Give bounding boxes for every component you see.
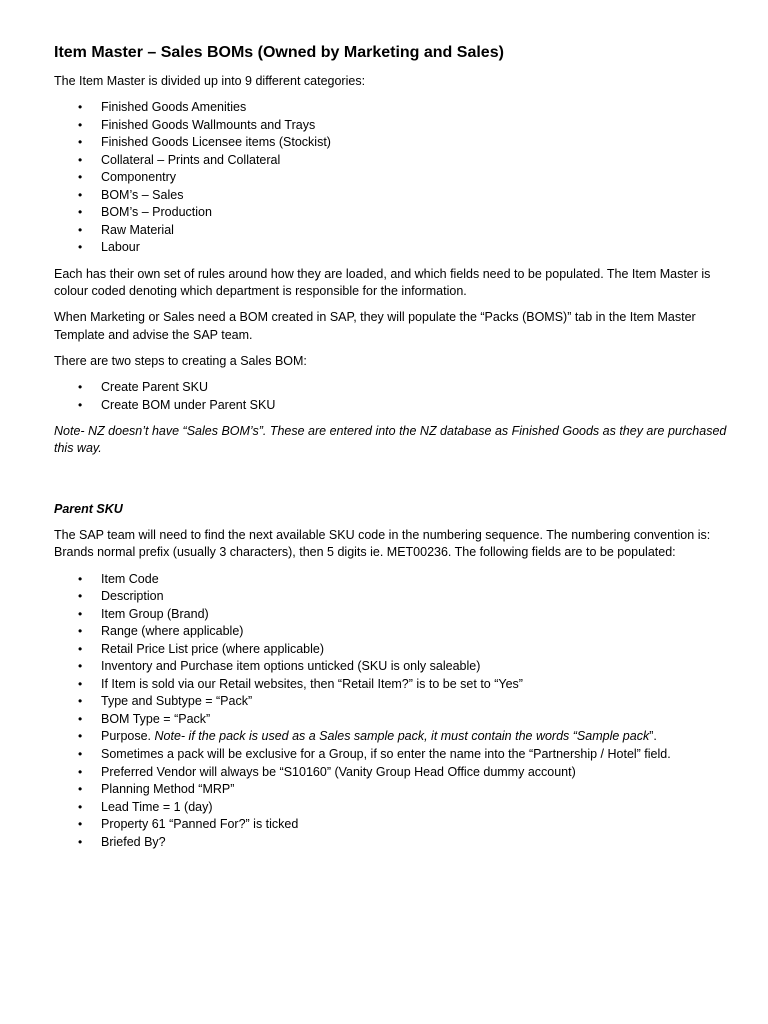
bullet-icon: • [78, 205, 83, 220]
list-item: • Lead Time = 1 (day) [54, 799, 734, 817]
purpose-note: Note- if the pack is used as a Sales sample pack, it must contain the words “Sample pack [154, 729, 650, 744]
request-paragraph: When Marketing or Sales need a BOM created in SAP, they will populate the “Packs (BOMS)” tab in the Item Master Template and advise the SAP team. [54, 310, 696, 342]
list-item: • Componentry [54, 169, 734, 187]
bullet-icon: • [78, 240, 83, 255]
list-item: • Collateral – Prints and Collateral [54, 152, 734, 170]
list-item: • If Item is sold via our Retail websites, then “Retail Item?” is to be set to “Yes” [54, 676, 734, 694]
list-item: • Item Group (Brand) [54, 606, 734, 624]
list-item: • Preferred Vendor will always be “S10160” (Vanity Group Head Office dummy account) [54, 764, 734, 782]
bullet-icon: • [78, 782, 83, 797]
list-item: • BOM’s – Production [54, 204, 734, 222]
bullet-icon: • [78, 222, 83, 237]
bullet-icon: • [78, 799, 83, 814]
categories-list [54, 99, 734, 257]
page-title: Item Master – Sales BOMs (Owned by Marketing and Sales) [54, 44, 504, 61]
list-item: • Create BOM under Parent SKU [54, 397, 734, 415]
bullet-icon: • [78, 117, 83, 132]
bullet-icon: • [78, 624, 83, 639]
bullet-icon: • [78, 379, 83, 394]
steps-list [54, 379, 734, 414]
list-item: • Briefed By? [54, 834, 734, 852]
bullet-icon: • [78, 135, 83, 150]
list-item: • Description [54, 588, 734, 606]
list-item: • Finished Goods Wallmounts and Trays [54, 117, 734, 135]
bullet-icon: • [78, 659, 83, 674]
purpose-end: ”. [649, 729, 657, 744]
list-item: • Create Parent SKU [54, 379, 734, 397]
bullet-icon: • [78, 100, 83, 115]
bullet-icon: • [78, 152, 83, 167]
bullet-icon: • [78, 694, 83, 709]
purpose-label: Purpose. [101, 729, 155, 744]
nz-note: Note- NZ doesn’t have “Sales BOM’s”. These are entered into the NZ database as Finished Goods as they are purchased this way. [54, 423, 727, 456]
intro-paragraph: The Item Master is divided up into 9 different categories: [54, 74, 366, 88]
list-item: • BOM’s – Sales [54, 187, 734, 205]
list-item: • Labour [54, 239, 734, 257]
list-item: • Inventory and Purchase item options unticked (SKU is only saleable) [54, 658, 734, 676]
parent-sku-paragraph: The SAP team will need to find the next available SKU code in the numbering sequence. The numbering convention is: Brands normal prefix (usually 3 characters), then 5 digits ie. MET00236. The following fields are to be populated: [54, 527, 711, 560]
bullet-icon: • [78, 641, 83, 656]
parent-sku-heading: Parent SKU [54, 501, 123, 516]
bullet-icon: • [78, 589, 83, 604]
document-page [54, 42, 734, 860]
bullet-icon: • [78, 764, 83, 779]
list-item: • Item Code [54, 571, 734, 589]
list-item: • Raw Material [54, 222, 734, 240]
list-item: • Finished Goods Amenities [54, 99, 734, 117]
bullet-icon: • [78, 606, 83, 621]
rules-paragraph: Each has their own set of rules around how they are loaded, and which fields need to be populated. The Item Master is colour coded denoting which department is responsible for the information. [54, 266, 711, 299]
bullet-icon: • [78, 397, 83, 412]
bullet-icon: • [78, 676, 83, 691]
list-item: • Sometimes a pack will be exclusive for a Group, if so enter the name into the “Partnership / Hotel” field. [54, 746, 734, 764]
bullet-icon: • [78, 817, 83, 832]
list-item: • Property 61 “Panned For?” is ticked [54, 816, 734, 834]
list-item: • Retail Price List price (where applicable) [54, 641, 734, 659]
bullet-icon: • [78, 711, 83, 726]
list-item: • Planning Method “MRP” [54, 781, 734, 799]
steps-paragraph: There are two steps to creating a Sales BOM: [54, 353, 307, 368]
bullet-icon: • [78, 187, 83, 202]
list-item: • Range (where applicable) [54, 623, 734, 641]
bullet-icon: • [78, 834, 83, 849]
bullet-icon: • [78, 747, 83, 762]
list-item-purpose [54, 728, 734, 746]
bullet-icon: • [78, 170, 83, 185]
bullet-icon: • [78, 571, 83, 586]
list-item: • BOM Type = “Pack” [54, 711, 734, 729]
bullet-icon: • [78, 729, 83, 744]
list-item: • Type and Subtype = “Pack” [54, 693, 734, 711]
fields-list [54, 571, 734, 852]
list-item: • Finished Goods Licensee items (Stockist) [54, 134, 734, 152]
